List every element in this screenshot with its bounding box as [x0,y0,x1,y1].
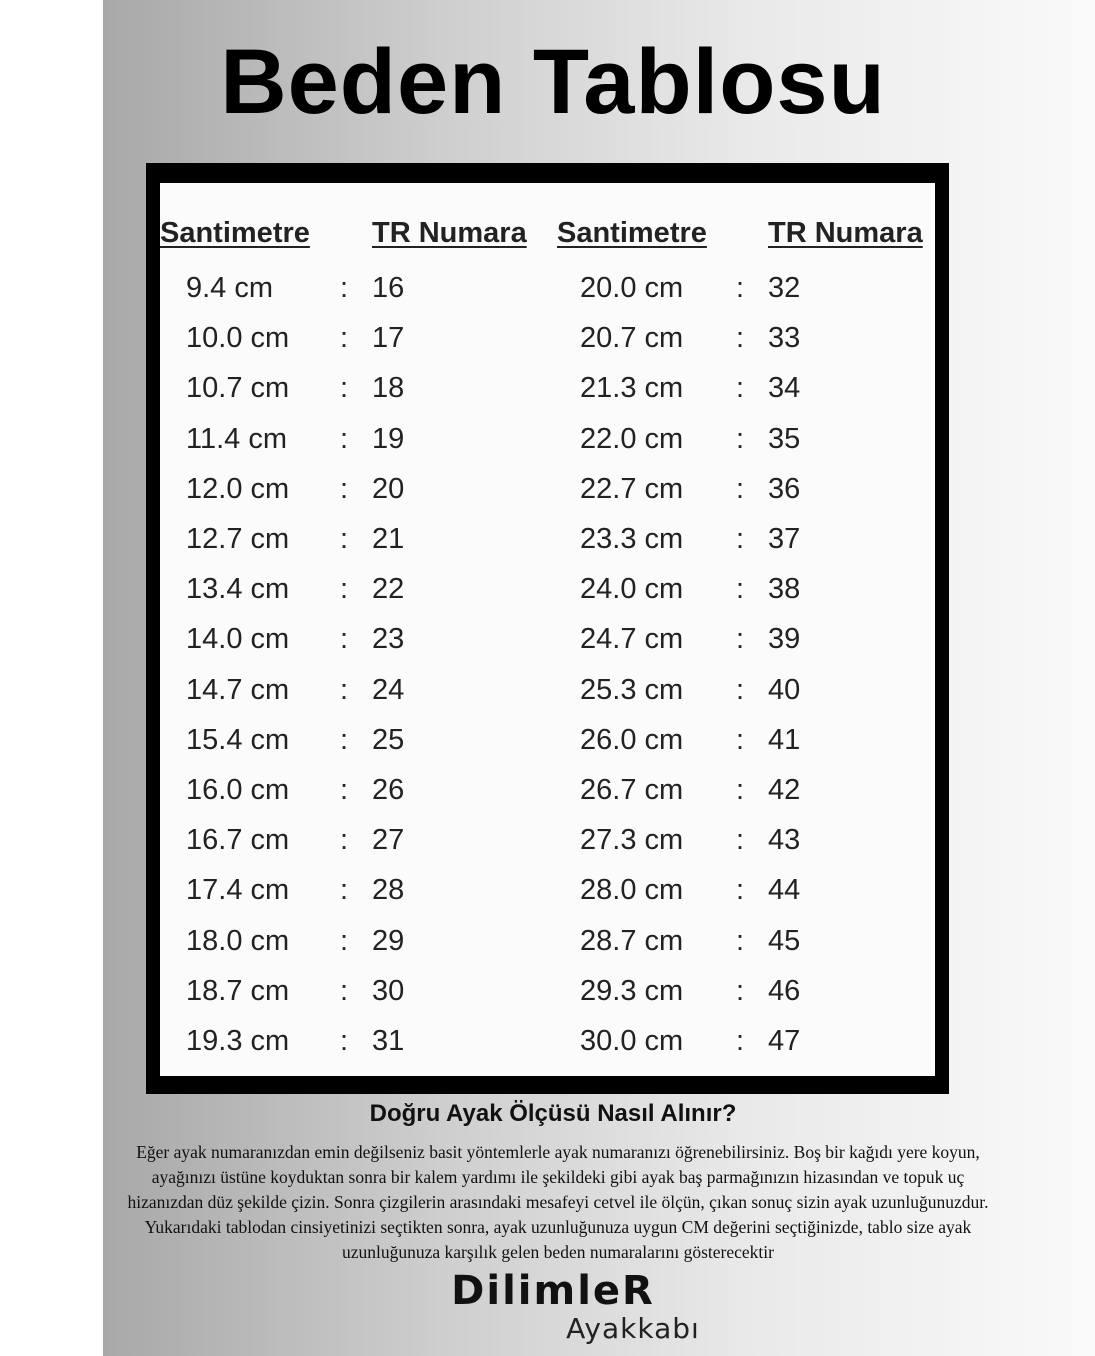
cm-value-left: 14.0 cm [186,623,290,655]
cm-value-right: 28.7 cm [580,925,684,957]
tr-size-right: 35 [768,423,801,455]
page-title: Beden Tablosu [220,31,886,133]
size-table [160,183,935,1076]
instructions-heading: Doğru Ayak Ölçüsü Nasıl Alınır? [369,1100,737,1127]
cm-value-left: 13.4 cm [186,573,290,605]
tr-size-right: 37 [768,523,801,555]
separator-colon: : [736,975,745,1007]
cm-value-right: 29.3 cm [580,975,684,1007]
cm-value-left: 14.7 cm [186,674,290,706]
tr-size-right: 36 [768,473,801,505]
tr-size-right: 46 [768,975,801,1007]
separator-colon: : [736,1025,745,1057]
header-santimetre-right: Santimetre [557,217,707,249]
tr-size-left: 24 [372,674,405,706]
tr-size-left: 16 [372,272,405,304]
tr-size-left: 29 [372,925,405,957]
separator-colon: : [340,523,349,555]
tr-size-right: 45 [768,925,801,957]
separator-colon: : [736,523,745,555]
brand-subtitle: Ayakkabı [566,1312,700,1345]
cm-value-right: 20.7 cm [580,322,684,354]
tr-size-right: 44 [768,874,801,906]
separator-colon: : [340,573,349,605]
tr-size-right: 32 [768,272,801,304]
cm-value-right: 24.0 cm [580,573,684,605]
tr-size-right: 42 [768,774,801,806]
cm-value-left: 10.0 cm [186,322,290,354]
separator-colon: : [340,874,349,906]
separator-colon: : [340,623,349,655]
separator-colon: : [736,423,745,455]
separator-colon: : [340,975,349,1007]
separator-colon: : [736,874,745,906]
cm-value-left: 15.4 cm [186,724,290,756]
cm-value-right: 30.0 cm [580,1025,684,1057]
separator-colon: : [340,1025,349,1057]
cm-value-left: 12.7 cm [186,523,290,555]
separator-colon: : [340,372,349,404]
tr-size-left: 26 [372,774,405,806]
tr-size-right: 33 [768,322,801,354]
separator-colon: : [340,674,349,706]
cm-value-left: 17.4 cm [186,874,290,906]
cm-value-right: 24.7 cm [580,623,684,655]
cm-value-right: 20.0 cm [580,272,684,304]
cm-value-right: 26.0 cm [580,724,684,756]
separator-colon: : [736,473,745,505]
cm-value-right: 25.3 cm [580,674,684,706]
cm-value-right: 22.0 cm [580,423,684,455]
separator-colon: : [736,674,745,706]
tr-size-left: 31 [372,1025,405,1057]
tr-size-right: 40 [768,674,801,706]
tr-size-right: 38 [768,573,801,605]
brand-logo [103,1268,1003,1344]
tr-size-right: 43 [768,824,801,856]
cm-value-right: 26.7 cm [580,774,684,806]
separator-colon: : [340,423,349,455]
cm-value-right: 27.3 cm [580,824,684,856]
tr-size-left: 23 [372,623,405,655]
separator-colon: : [340,272,349,304]
separator-colon: : [736,372,745,404]
tr-size-right: 47 [768,1025,801,1057]
cm-value-right: 28.0 cm [580,874,684,906]
cm-value-right: 22.7 cm [580,473,684,505]
cm-value-left: 9.4 cm [186,272,274,304]
cm-value-left: 10.7 cm [186,372,290,404]
brand-name: DilimleR [451,1268,655,1314]
separator-colon: : [340,322,349,354]
tr-size-right: 39 [768,623,801,655]
cm-value-left: 19.3 cm [186,1025,290,1057]
cm-value-left: 18.7 cm [186,975,290,1007]
tr-size-left: 28 [372,874,405,906]
separator-colon: : [736,824,745,856]
cm-value-left: 12.0 cm [186,473,290,505]
tr-size-left: 20 [372,473,405,505]
cm-value-left: 11.4 cm [186,423,288,455]
header-tr-numara-right: TR Numara [768,217,923,249]
separator-colon: : [736,774,745,806]
separator-colon: : [736,272,745,304]
cm-value-left: 18.0 cm [186,925,290,957]
separator-colon: : [736,925,745,957]
header-santimetre-left: Santimetre [160,217,310,249]
separator-colon: : [340,925,349,957]
separator-colon: : [736,573,745,605]
tr-size-left: 27 [372,824,405,856]
separator-colon: : [340,774,349,806]
tr-size-left: 25 [372,724,405,756]
separator-colon: : [736,322,745,354]
tr-size-left: 30 [372,975,405,1007]
separator-colon: : [340,473,349,505]
tr-size-right: 41 [768,724,801,756]
tr-size-left: 22 [372,573,405,605]
cm-value-right: 21.3 cm [580,372,684,404]
tr-size-left: 19 [372,423,405,455]
tr-size-left: 17 [372,322,405,354]
cm-value-right: 23.3 cm [580,523,684,555]
tr-size-right: 34 [768,372,801,404]
tr-size-left: 18 [372,372,405,404]
instructions-text: Eğer ayak numaranızdan emin değilseniz basit yöntemlerle ayak numaranızı öğrenebilirsiniz. Boş bir kağıdı yere koyun, ayağınızı üstüne koyduktan sonra bir kalem yardımı ile şekildeki gibi ayak baş parmağınızın hizasından ve topuk uç hizanızdan düz şekilde çizin. Sonra çizgilerin arasındaki mesafeyi cetvel ile ölçün, çıkan sonuç sizin ayak uzunluğunuzdur. Yukarıdaki tablodan cinsiyetinizi seçtikten sonra, ayak uzunluğunuza uygun CM değerini seçtiğinizde, tablo size ayak uzunluğunuza karşılık gelen beden numaralarını gösterecektir [127,1142,989,1262]
cm-value-left: 16.0 cm [186,774,290,806]
header-tr-numara-left: TR Numara [372,217,527,249]
tr-size-left: 21 [372,523,405,555]
separator-colon: : [736,724,745,756]
separator-colon: : [340,824,349,856]
size-table-frame [146,163,949,1094]
separator-colon: : [340,724,349,756]
separator-colon: : [736,623,745,655]
cm-value-left: 16.7 cm [186,824,290,856]
